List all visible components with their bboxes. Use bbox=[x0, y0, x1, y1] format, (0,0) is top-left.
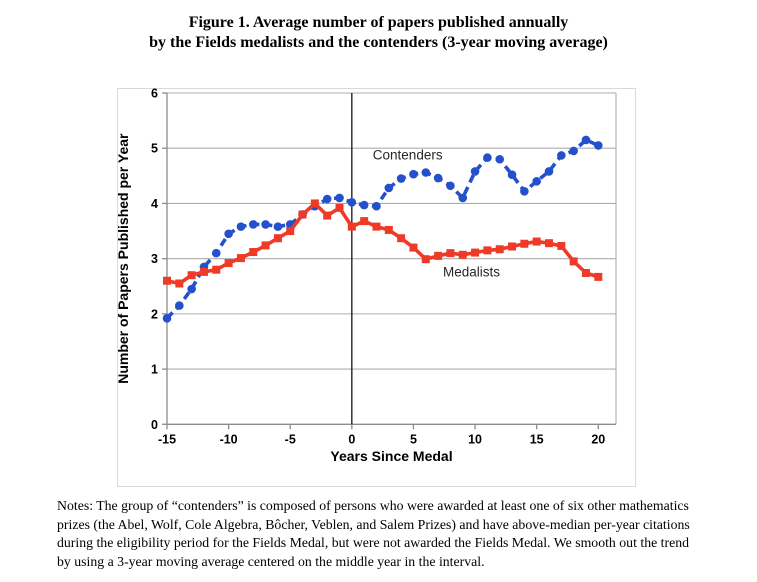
medalists-marker bbox=[299, 210, 307, 218]
medalists-marker bbox=[336, 204, 344, 212]
medalists-marker bbox=[372, 223, 380, 231]
y-tick-label: 4 bbox=[151, 196, 158, 211]
contenders-marker bbox=[372, 202, 381, 211]
medalists-marker bbox=[434, 252, 442, 260]
medalists-marker bbox=[348, 223, 356, 231]
medalists-marker bbox=[237, 254, 245, 262]
medalists-marker bbox=[397, 234, 405, 242]
contenders-series-label: Contenders bbox=[372, 147, 443, 163]
contenders-marker bbox=[212, 249, 221, 258]
notes-line: Notes: The group of “contenders” is composed of persons who were awarded at least one of six other mathematics bbox=[57, 498, 689, 513]
medalists-marker bbox=[459, 251, 467, 259]
y-tick-label: 3 bbox=[151, 252, 158, 267]
medalists-marker bbox=[582, 269, 590, 277]
medalists-marker bbox=[496, 245, 504, 253]
medalists-marker bbox=[471, 249, 479, 257]
medalists-marker bbox=[175, 279, 183, 287]
contenders-marker bbox=[187, 285, 196, 294]
contenders-marker bbox=[224, 230, 233, 239]
contenders-marker bbox=[175, 301, 184, 310]
y-tick-label: 0 bbox=[151, 417, 158, 432]
contenders-marker bbox=[508, 170, 517, 179]
x-tick-label: 15 bbox=[529, 432, 544, 447]
x-tick-label: -5 bbox=[284, 432, 296, 447]
contenders-marker bbox=[274, 222, 283, 231]
contenders-marker bbox=[458, 194, 467, 203]
medalists-marker bbox=[557, 242, 565, 250]
x-tick-label: 10 bbox=[468, 432, 483, 447]
medalists-marker bbox=[409, 244, 417, 252]
y-tick-label: 6 bbox=[151, 86, 158, 101]
contenders-marker bbox=[335, 194, 344, 203]
medalists-marker bbox=[533, 238, 541, 246]
medalists-marker bbox=[262, 241, 270, 249]
contenders-marker bbox=[545, 167, 554, 176]
y-axis-label: Number of Papers Published per Year bbox=[115, 133, 131, 384]
contenders-marker bbox=[582, 136, 591, 145]
contenders-marker bbox=[569, 147, 578, 156]
contenders-marker bbox=[446, 181, 455, 190]
medalists-marker bbox=[188, 271, 196, 279]
contenders-marker bbox=[397, 174, 406, 183]
medalists-marker bbox=[570, 257, 578, 265]
medalists-marker bbox=[225, 259, 233, 267]
x-tick-label: 0 bbox=[348, 432, 356, 447]
notes-line: by using a 3-year moving average centered on the middle year in the interval. bbox=[57, 553, 485, 569]
contenders-marker bbox=[483, 153, 492, 162]
medalists-marker bbox=[520, 240, 528, 248]
medalists-marker bbox=[360, 217, 368, 225]
contenders-marker bbox=[237, 222, 246, 231]
notes-line: prizes (the Abel, Wolf, Cole Algebra, Bôcher, Veblen, and Salem Prizes) and have above-median per-year citations bbox=[57, 516, 690, 532]
y-tick-label: 2 bbox=[151, 307, 158, 322]
notes-line: during the eligibility period for the Fields Medal, but were not awarded the Fields Medal. We smooth out the trend bbox=[57, 535, 690, 551]
contenders-marker bbox=[434, 174, 443, 183]
medalists-marker bbox=[508, 243, 516, 251]
medalists-series-label: Medalists bbox=[443, 264, 501, 280]
medalists-marker bbox=[323, 212, 331, 220]
medalists-marker bbox=[212, 266, 220, 274]
contenders-marker bbox=[532, 177, 541, 186]
medalists-marker bbox=[274, 234, 282, 242]
medalists-marker bbox=[385, 226, 393, 234]
medalists-marker bbox=[446, 249, 454, 257]
contenders-marker bbox=[409, 170, 418, 179]
medalists-marker bbox=[594, 273, 602, 281]
contenders-marker bbox=[348, 198, 357, 207]
contenders-marker bbox=[594, 141, 603, 150]
x-tick-label: 20 bbox=[591, 432, 606, 447]
contenders-marker bbox=[495, 155, 504, 164]
contenders-marker bbox=[249, 220, 258, 229]
medalists-marker bbox=[286, 227, 294, 235]
x-tick-label: -10 bbox=[219, 432, 238, 447]
medalists-marker bbox=[200, 268, 208, 276]
contenders-marker bbox=[557, 151, 566, 160]
medalists-marker bbox=[545, 239, 553, 247]
contenders-marker bbox=[261, 220, 270, 229]
medalists-marker bbox=[249, 248, 257, 256]
figure-title-line2: by the Fields medalists and the contenders (3-year moving average) bbox=[149, 33, 608, 51]
contenders-marker bbox=[471, 167, 480, 176]
figure-title-line1: Figure 1. Average number of papers published annually bbox=[188, 14, 569, 31]
medalists-marker bbox=[163, 277, 171, 285]
medalists-marker bbox=[311, 199, 319, 207]
x-tick-label: -15 bbox=[157, 432, 177, 447]
contenders-marker bbox=[323, 195, 332, 204]
y-tick-label: 5 bbox=[151, 141, 158, 156]
y-tick-label: 1 bbox=[151, 362, 158, 377]
contenders-marker bbox=[520, 187, 529, 196]
contenders-marker bbox=[385, 184, 394, 193]
medalists-marker bbox=[483, 246, 491, 254]
figure-notes bbox=[57, 497, 690, 571]
medalists-marker bbox=[422, 255, 430, 263]
x-tick-label: 5 bbox=[409, 432, 417, 447]
contenders-marker bbox=[421, 168, 430, 177]
x-axis-label: Years Since Medal bbox=[330, 448, 453, 464]
contenders-marker bbox=[360, 201, 369, 210]
contenders-marker bbox=[163, 314, 172, 323]
